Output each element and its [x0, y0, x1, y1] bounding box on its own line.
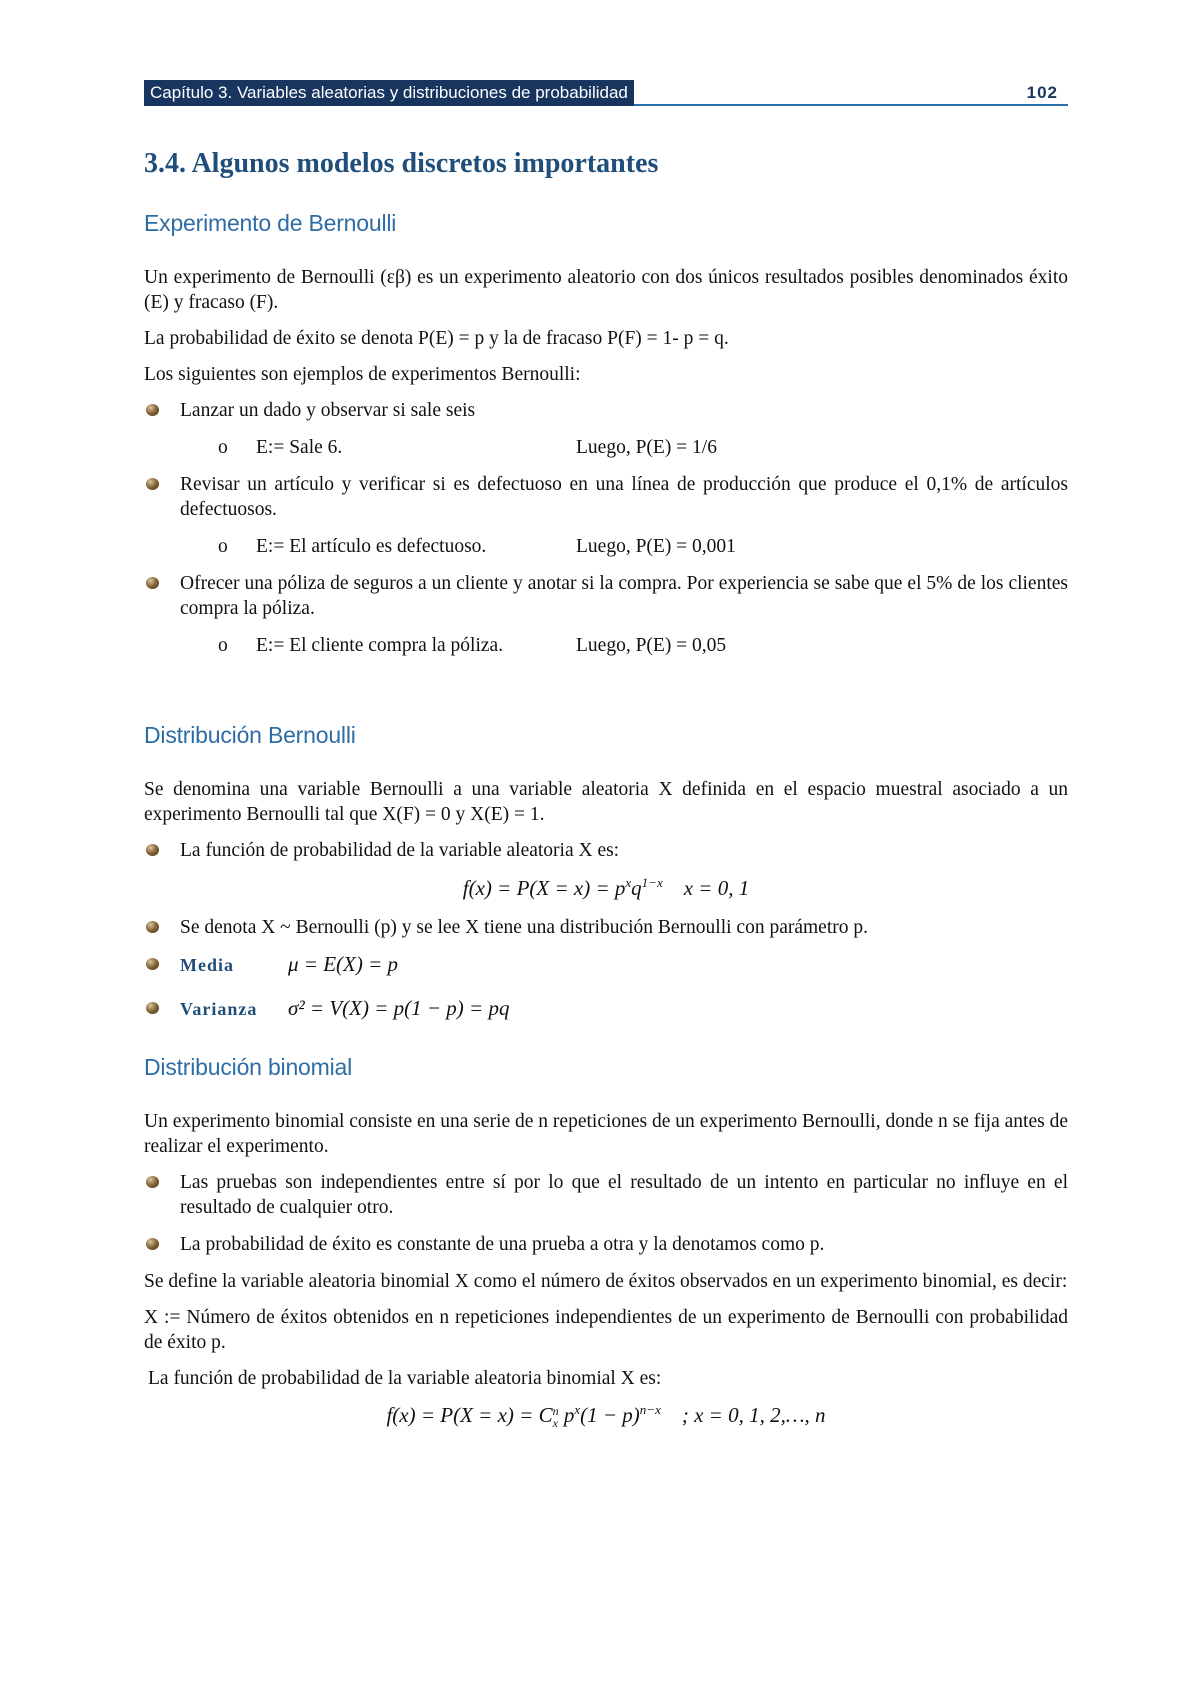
examples-list: [144, 472, 1068, 522]
page-content: [144, 148, 1068, 1443]
varianza-formula: σ² = V(X) = p(1 − p) = pq: [288, 996, 510, 1020]
bullet-icon: [146, 577, 159, 589]
circle-marker: o: [218, 635, 228, 656]
section-title: 3.4. Algunos modelos discretos importantes: [144, 148, 659, 179]
paragraph: Un experimento de Bernoulli (εβ) es un experimento aleatorio con dos únicos resultados posibles denominados éxito (E) y fracaso (F).: [144, 267, 1068, 313]
heading-bernoulli-distribution: Distribución Bernoulli: [144, 722, 356, 748]
bullet-icon: [146, 1238, 159, 1250]
media-formula: μ = E(X) = p: [288, 952, 399, 976]
list-item: Revisar un artículo y verificar si es defectuoso en una línea de producción que produce el 0,1% de artículos defectuosos.: [144, 472, 1068, 522]
examples-list: [144, 571, 1068, 621]
bullet-icon: [146, 921, 159, 933]
paragraph: X := Número de éxitos obtenidos en n repeticiones independientes de un experimento de Bernoulli con probabilidad de éxito p.: [144, 1307, 1068, 1353]
list-item-varianza: [144, 996, 1068, 1022]
list-item: Las pruebas son independientes entre sí por lo que el resultado de un intento en particular no influye en el resultado de cualquier otro.: [144, 1170, 1068, 1220]
bullet-icon: [146, 404, 159, 416]
formula-bernoulli-pmf: $f(x) = P(X = x) = p^xq^{1-x}$ x = 0, 1: [462, 875, 750, 900]
chapter-title: Capítulo 3. Variables aleatorias y distribuciones de probabilidad: [144, 80, 634, 106]
sub-item: o E:= Sale 6. Luego, P(E) = 1/6: [218, 437, 717, 458]
heading-bernoulli-experiment: Experimento de Bernoulli: [144, 210, 397, 236]
paragraph: Los siguientes son ejemplos de experimentos Bernoulli:: [144, 364, 581, 385]
list-item: Lanzar un dado y observar si sale seis: [144, 398, 1068, 423]
list-item: Ofrecer una póliza de seguros a un cliente y anotar si la compra. Por experiencia se sabe que el 5% de los clientes compra la póliza.: [144, 571, 1068, 621]
paragraph: Un experimento binomial consiste en una serie de n repeticiones de un experimento Bernoulli, donde n se fija antes de realizar el experimento.: [144, 1111, 1068, 1157]
bullet-icon: [146, 958, 159, 970]
sub-item: o E:= El cliente compra la póliza. Luego, P(E) = 0,05: [218, 635, 727, 656]
heading-binomial-distribution: Distribución binomial: [144, 1054, 352, 1080]
formula-binomial-pmf: f(x) = P(X = x) = C n x $p^x(1 - p)^{n-x}$ ; x = 0, 1, 2,…, n: [386, 1402, 826, 1431]
page-number: 102: [1026, 83, 1058, 102]
bullet-icon: [146, 478, 159, 490]
circle-marker: o: [218, 437, 228, 458]
list-item: Se denota X ~ Bernoulli (p) y se lee X tiene una distribución Bernoulli con parámetro p.: [144, 915, 1068, 940]
bullet-icon: [146, 1002, 159, 1014]
sub-item: o E:= El artículo es defectuoso. Luego, P(E) = 0,001: [218, 536, 736, 557]
circle-marker: o: [218, 536, 228, 557]
page-header: [144, 80, 1068, 106]
list-item: La función de probabilidad de la variable aleatoria X es:: [144, 838, 1068, 863]
paragraph: Se denomina una variable Bernoulli a una variable aleatoria X definida en el espacio muestral asociado a un experimento Bernoulli tal que X(F) = 0 y X(E) = 1.: [144, 779, 1068, 825]
media-label: Media: [180, 955, 234, 975]
paragraph: Se define la variable aleatoria binomial X como el número de éxitos observados en un experimento binomial, es decir:: [144, 1271, 1068, 1292]
list-item-media: [144, 952, 1068, 978]
list-item: La probabilidad de éxito es constante de una prueba a otra y la denotamos como p.: [144, 1232, 1068, 1257]
bullet-icon: [146, 844, 159, 856]
paragraph: La función de probabilidad de la variable aleatoria binomial X es:: [148, 1368, 662, 1389]
bullet-icon: [146, 1176, 159, 1188]
paragraph: La probabilidad de éxito se denota P(E) = p y la de fracaso P(F) = 1- p = q.: [144, 328, 729, 349]
examples-list: [144, 398, 1068, 423]
varianza-label: Varianza: [180, 999, 258, 1019]
